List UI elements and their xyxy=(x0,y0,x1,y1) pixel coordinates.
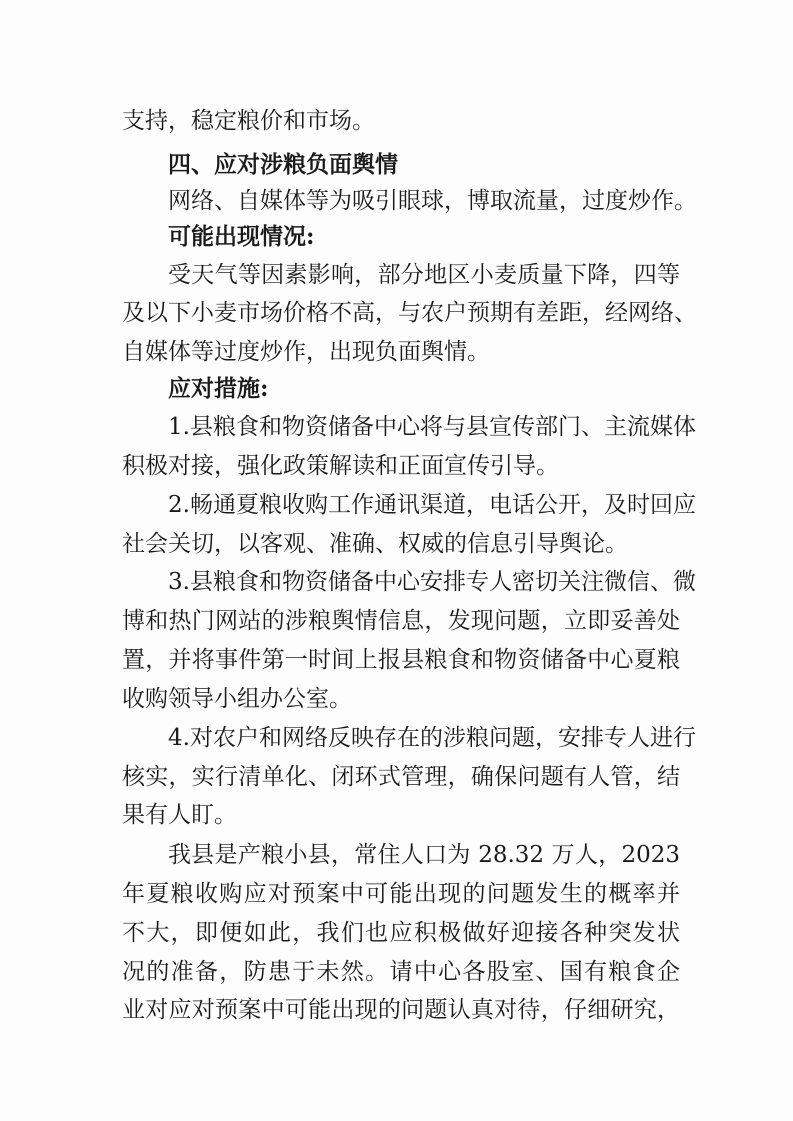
body-line: 况的准备，防患于未然。请中心各股室、国有粮食企 xyxy=(122,959,680,985)
body-line: 年夏粮收购应对预案中可能出现的问题发生的概率并 xyxy=(122,881,680,907)
body-line: 社会关切，以客观、准确、权威的信息引导舆论。 xyxy=(122,531,628,557)
body-line: 1.县粮食和物资储备中心将与县宣传部门、主流媒体 xyxy=(168,414,696,440)
body-line: 果有人盯。 xyxy=(122,802,237,828)
body-line: 收购领导小组办公室。 xyxy=(122,686,352,712)
body-line: 置，并将事件第一时间上报县粮食和物资储备中心夏粮 xyxy=(122,647,680,673)
body-line: 不大，即便如此，我们也应积极做好迎接各种突发状 xyxy=(122,920,680,946)
subheading-possible-situations: 可能出现情况: xyxy=(168,223,315,250)
body-line: 博和热门网站的涉粮舆情信息，发现问题，立即妥善处 xyxy=(122,608,680,634)
body-line: 及以下小麦市场价格不高，与农户预期有差距，经网络、 xyxy=(122,300,697,326)
body-line: 2.畅通夏粮收购工作通讯渠道，电话公开，及时回应 xyxy=(168,492,696,518)
body-line: 业对应对预案中可能出现的问题认真对待，仔细研究， xyxy=(122,997,680,1023)
body-line: 我县是产粮小县，常住人口为 28.32 万人，2023 xyxy=(168,842,680,868)
subheading-measures: 应对措施: xyxy=(168,375,269,402)
section-heading: 四、应对涉粮负面舆情 xyxy=(168,151,398,178)
body-line: 支持，稳定粮价和市场。 xyxy=(122,108,375,134)
body-line: 网络、自媒体等为吸引眼球，博取流量，过度炒作。 xyxy=(168,188,697,214)
body-line: 积极对接，强化政策解读和正面宣传引导。 xyxy=(122,453,559,479)
body-line: 3.县粮食和物资储备中心安排专人密切关注微信、微 xyxy=(168,569,696,595)
body-line: 自媒体等过度炒作，出现负面舆情。 xyxy=(122,339,490,365)
body-line: 核实，实行清单化、闭环式管理，确保问题有人管，结 xyxy=(122,764,680,790)
body-line: 受天气等因素影响，部分地区小麦质量下降，四等 xyxy=(168,262,680,288)
body-line: 4.对农户和网络反映存在的涉粮问题，安排专人进行 xyxy=(168,725,696,751)
